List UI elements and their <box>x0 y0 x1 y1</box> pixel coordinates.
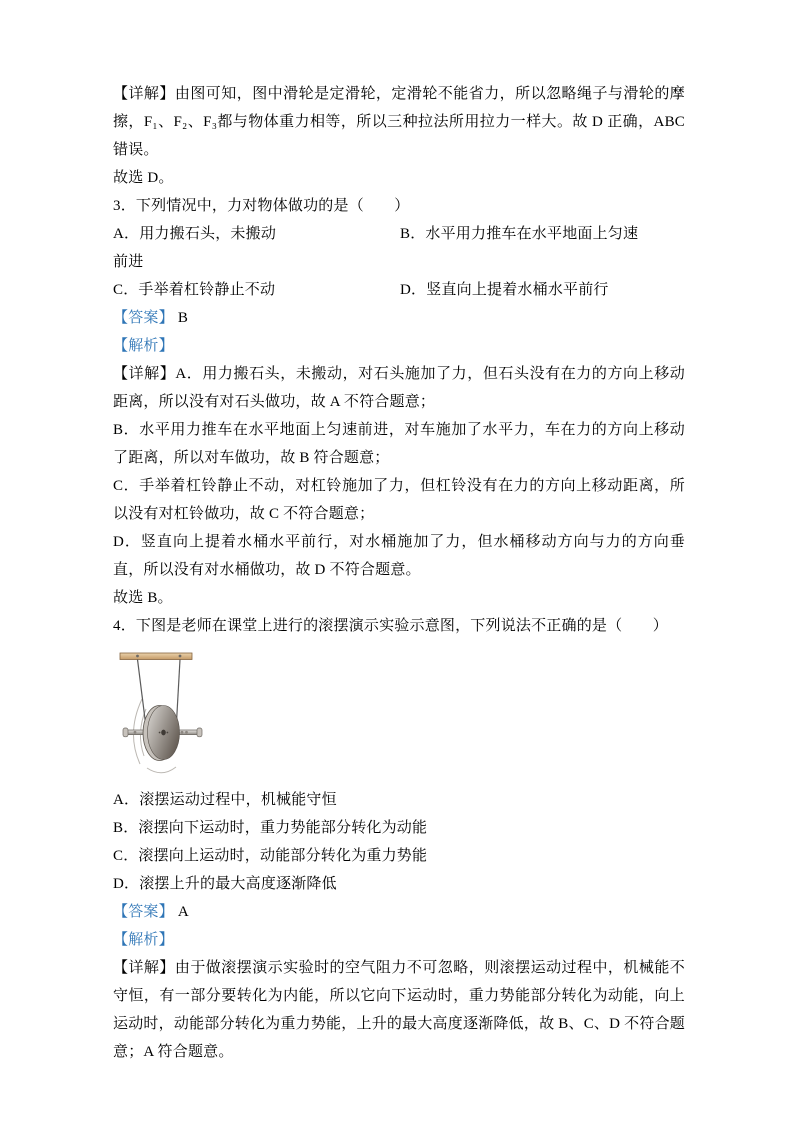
question3-detail-a-text: A．用力搬石头，未搬动，对石头施加了力，但石头没有在力的方向上移动距离，所以没有对石头做功，故 A 不符合题意； <box>113 366 686 410</box>
question4-option-c: C．滚摆向上运动时，动能部分转化为重力势能 <box>113 848 428 864</box>
disc-hub-bolt-right <box>167 732 169 734</box>
pulley-detail-text: 由图可知，图中滑轮是定滑轮，定滑轮不能省力，所以忽略绳子与滑轮的摩擦，F₁、F₂、F₃都与物体重力相等，所以三种拉法所用拉力一样大。故 D 正确，ABC 错误。 <box>113 86 685 158</box>
question4-detail-text: 由于做滚摆演示实验时的空气阻力不可忽略，则滚摆运动过程中，机械能不守恒，有一部分要转化为内能，所以它向下运动时，重力势能部分转化为动能，向上运动时，动能部分转化为重力势能，上升的最大高度逐渐降低，故 B、C、D 不符合题意；A 符合题意。 <box>113 960 685 1060</box>
document-content <box>113 80 685 1066</box>
answer-label: 【答案】 <box>113 310 174 326</box>
analysis-label: 【解析】 <box>113 932 174 948</box>
axle-pin-right2 <box>185 731 188 734</box>
question3-answer-line <box>113 304 685 332</box>
axle-cap-left <box>123 728 128 737</box>
question3-detail-c: C．手举着杠铃静止不动，对杠铃施加了力，但杠铃没有在力的方向上移动距离，所以没有对杠铃做功，故 C 不符合题意； <box>113 478 685 522</box>
question3-detail-d: D．竖直向上提着水桶水平前行，对水桶施加了力，但水桶移动方向与力的方向垂直，所以没有对水桶做功，故 D 不符合题意。 <box>113 534 685 578</box>
question4-option-d: D．滚摆上升的最大高度逐渐降低 <box>113 876 337 892</box>
pulley-detail-paragraph <box>113 80 685 164</box>
question4-detail-paragraph <box>113 954 685 1066</box>
question3-option-b: B．水平用力推车在水平地面上匀速 <box>400 226 639 242</box>
question3-option-d: D．竖直向上提着水桶水平前行 <box>400 282 609 298</box>
question3-analysis-line <box>113 332 685 360</box>
bar-pin-right <box>179 655 182 658</box>
question3-detail-b: B．水平用力推车在水平地面上匀速前进，对车施加了水平力，车在力的方向上移动了距离，所以对车做功，故 B 符合题意； <box>113 422 685 466</box>
question3-option-a: A．用力搬石头，未搬动 <box>113 226 277 242</box>
analysis-label: 【解析】 <box>113 338 174 354</box>
question4-option-a: A．滚摆运动过程中，机械能守恒 <box>113 792 337 808</box>
disc-hub-bolt-left <box>159 732 161 734</box>
axle-cap-right <box>197 728 202 737</box>
question3-detail-a <box>113 360 685 416</box>
rolling-pendulum-diagram <box>115 643 240 779</box>
question3-answer-value: B <box>177 310 189 326</box>
disc-hub <box>161 730 166 736</box>
rolling-pendulum-figure <box>115 643 685 783</box>
detail-label: 【详解】 <box>113 960 175 976</box>
question3-options-row-ab <box>113 220 685 248</box>
answer-label: 【答案】 <box>113 904 174 920</box>
bar-pin-left <box>136 655 139 658</box>
pulley-conclusion: 故选 D。 <box>113 170 174 186</box>
detail-label: 【详解】 <box>113 366 176 382</box>
question4-stem: 4．下图是老师在课堂上进行的滚摆演示实验示意图，下列说法不正确的是（ ） <box>113 618 668 634</box>
question4-answer-line <box>113 898 685 926</box>
question4-answer-value: A <box>177 904 189 920</box>
axle-pin-right1 <box>181 731 184 734</box>
question3-option-c: C．手举着杠铃静止不动 <box>113 282 276 298</box>
detail-label: 【详解】 <box>113 86 175 102</box>
axle-pin-left <box>134 731 137 734</box>
question3-conclusion: 故选 B。 <box>113 590 173 606</box>
question3-option-b-continued: 前进 <box>113 254 144 270</box>
question3-options-row-cd <box>113 276 685 304</box>
question4-option-b: B．滚摆向下运动时，重力势能部分转化为动能 <box>113 820 428 836</box>
question3-stem: 3．下列情况中，力对物体做功的是（ ） <box>113 198 410 214</box>
question4-analysis-line <box>113 926 685 954</box>
